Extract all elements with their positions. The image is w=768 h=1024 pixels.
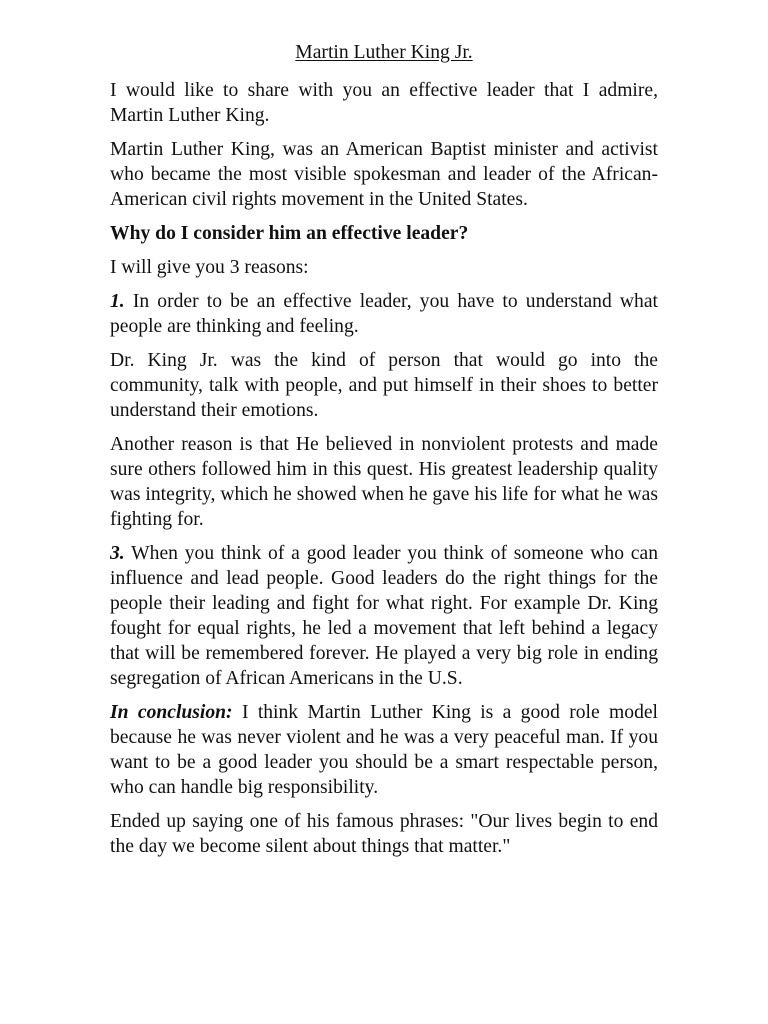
another-reason-paragraph: Another reason is that He believed in nonviolent protests and made sure others followed him in this quest. His greatest leadership quality was integrity, which he showed when he gave his life for what he was fighting for. — [110, 434, 658, 530]
intro-paragraph: I would like to share with you an effective leader that I admire, Martin Luther King. — [110, 80, 658, 126]
reason-3-marker: 3. — [110, 543, 125, 564]
closing-paragraph: Ended up saying one of his famous phrases: "Our lives begin to end the day we become silent about things that matter." — [110, 811, 658, 857]
reason-1-text: In order to be an effective leader, you have to understand what people are thinking and feeling. — [110, 291, 658, 337]
reason-3-paragraph — [110, 541, 658, 691]
reasons-intro-paragraph: I will give you 3 reasons: — [110, 257, 309, 278]
conclusion-paragraph — [110, 700, 658, 800]
reason-3-text: When you think of a good leader you think of someone who can influence and lead people. Good leaders do the right things for the people their leading and fight for what right. For example Dr. King fought for equal rights, he led a movement that left behind a legacy that will be remembered forever. He played a very big role in ending segregation of African Americans in the U.S. — [110, 543, 658, 689]
bio-paragraph: Martin Luther King, was an American Baptist minister and activist who became the most visible spokesman and leader of the African-American civil rights movement in the United States. — [110, 139, 658, 210]
question-heading: Why do I consider him an effective leader? — [110, 223, 469, 244]
reason-1-paragraph — [110, 289, 658, 339]
community-paragraph: Dr. King Jr. was the kind of person that would go into the community, talk with people, and put himself in their shoes to better understand their emotions. — [110, 350, 658, 421]
conclusion-text: I think Martin Luther King is a good role model because he was never violent and he was a very peaceful man. If you want to be a good leader you should be a smart respectable person, who can handle big responsibility. — [110, 702, 659, 798]
reason-1-marker: 1. — [110, 291, 125, 312]
document-title: Martin Luther King Jr. — [295, 42, 473, 63]
conclusion-marker: In conclusion: — [110, 702, 233, 723]
